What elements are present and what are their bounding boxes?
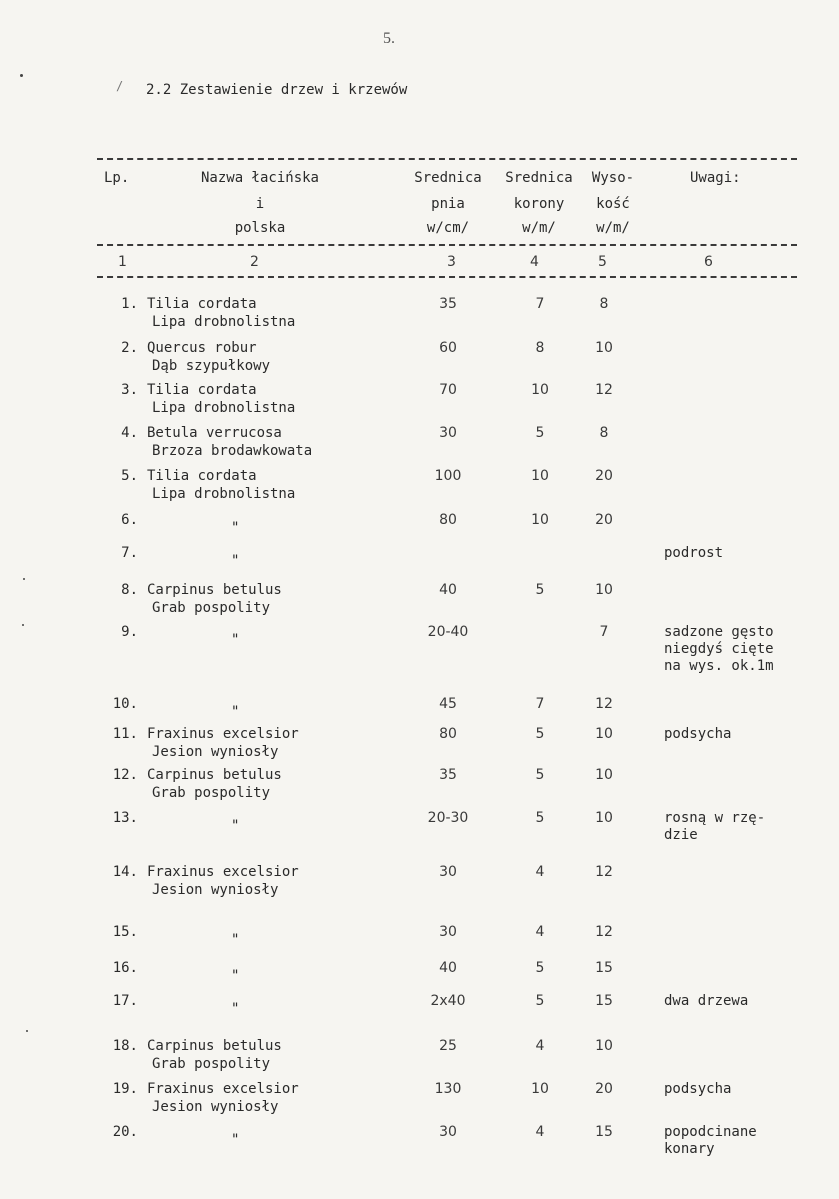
row-lp: 13. [112,810,138,826]
colnum-5: 5 [598,254,607,270]
row-name-latin: Betula verrucosa [147,425,282,441]
row-trunk: 30 [439,425,457,441]
row-trunk: 80 [439,512,457,528]
ditto-mark: " [231,932,240,948]
row-trunk: 70 [439,382,457,398]
row-lp: 8. [121,582,138,598]
colnum-4: 4 [530,254,539,270]
row-trunk: 80 [439,726,457,742]
row-height: 10 [595,767,613,783]
scan-speck [26,1030,28,1032]
row-crown: 4 [535,864,545,880]
row-lp: 4. [121,425,138,441]
row-crown: 5 [535,810,545,826]
row-crown: 4 [535,1124,545,1140]
row-name-latin: Carpinus betulus [147,582,282,598]
row-crown: 5 [535,767,545,783]
margin-mark: / [116,79,124,93]
row-lp: 17. [112,993,138,1009]
row-lp: 19. [112,1081,138,1097]
row-name-polish: Brzoza brodawkowata [152,443,313,459]
row-height: 12 [595,696,613,712]
row-crown: 7 [535,296,545,312]
row-name-polish: Jesion wyniosły [152,1099,279,1115]
row-height: 8 [599,425,609,441]
colnum-2: 2 [250,254,259,270]
row-note: podsycha [664,726,732,742]
row-crown: 10 [531,512,549,528]
row-trunk: 20-40 [427,624,469,640]
row-trunk: 30 [439,924,457,940]
header-name-line2: i [255,196,265,212]
row-name-latin: Carpinus betulus [147,1038,282,1054]
row-crown: 5 [535,960,545,976]
header-crown-line1: Srednica [505,170,573,186]
header-notes: Uwagi: [690,170,741,186]
row-height: 20 [595,468,613,484]
colnum-6: 6 [704,254,713,270]
row-note: podrost [664,545,724,561]
row-trunk: 60 [439,340,457,356]
row-lp: 6. [121,512,138,528]
row-height: 10 [595,340,613,356]
row-name-polish: Grab pospolity [152,600,271,616]
header-crown-line2: korony [513,196,565,212]
row-crown: 5 [535,425,545,441]
row-trunk: 35 [439,767,457,783]
ditto-mark: " [231,553,240,569]
ditto-mark: " [231,520,240,536]
rule-numbers-bottom [97,276,797,278]
row-crown: 5 [535,582,545,598]
row-name-latin: Fraxinus excelsior [147,1081,299,1097]
row-note: rosną w rzę- [664,810,766,826]
row-height: 15 [595,993,613,1009]
header-trunk-line1: Srednica [414,170,482,186]
row-lp: 16. [112,960,138,976]
row-height: 7 [599,624,609,640]
row-crown: 5 [535,726,545,742]
row-crown: 10 [531,1081,549,1097]
row-name-polish: Grab pospolity [152,785,271,801]
row-lp: 1. [121,296,138,312]
row-trunk: 40 [439,960,457,976]
row-name-polish: Jesion wyniosły [152,882,279,898]
colnum-1: 1 [118,254,127,270]
row-note: konary [664,1141,715,1157]
row-note: dzie [664,827,698,843]
row-trunk: 35 [439,296,457,312]
header-trunk-line2: pnia [431,196,465,212]
ditto-mark: " [231,818,240,834]
scan-speck [20,74,23,77]
row-crown: 5 [535,993,545,1009]
header-name-line1: Nazwa łacińska [200,170,319,186]
header-height-line3: w/m/ [596,220,630,236]
colnum-3: 3 [447,254,456,270]
row-trunk: 2x40 [430,993,466,1009]
row-lp: 10. [112,696,138,712]
row-height: 8 [599,296,609,312]
scan-speck [23,578,25,580]
row-name-latin: Tilia cordata [147,468,257,484]
row-name-latin: Fraxinus excelsior [147,726,299,742]
row-lp: 15. [112,924,138,940]
header-trunk-line3: w/cm/ [426,220,470,236]
rule-top [97,158,797,160]
row-note: podsycha [664,1081,732,1097]
row-crown: 10 [531,468,549,484]
row-name-polish: Lipa drobnolistna [152,400,296,416]
row-height: 20 [595,1081,613,1097]
header-lp: Lp. [104,170,130,186]
row-lp: 14. [112,864,138,880]
row-height: 12 [595,864,613,880]
row-name-polish: Lipa drobnolistna [152,486,296,502]
row-name-polish: Jesion wyniosły [152,744,279,760]
row-trunk: 30 [439,1124,457,1140]
row-note: na wys. ok.1m [664,658,774,674]
row-height: 12 [595,382,613,398]
row-trunk: 45 [439,696,457,712]
ditto-mark: " [231,704,240,720]
row-height: 10 [595,726,613,742]
row-lp: 7. [121,545,138,561]
row-height: 15 [595,960,613,976]
row-crown: 4 [535,924,545,940]
header-height-line1: Wyso- [591,170,635,186]
ditto-mark: " [231,1001,240,1017]
row-name-polish: Dąb szypułkowy [152,358,271,374]
row-height: 10 [595,1038,613,1054]
row-height: 12 [595,924,613,940]
row-trunk: 25 [439,1038,457,1054]
row-name-polish: Grab pospolity [152,1056,271,1072]
header-name-line3: polska [234,220,286,236]
row-crown: 4 [535,1038,545,1054]
row-height: 10 [595,582,613,598]
row-height: 15 [595,1124,613,1140]
row-note: popodcinane [664,1124,757,1140]
row-crown: 10 [531,382,549,398]
row-name-latin: Tilia cordata [147,296,257,312]
row-crown: 8 [535,340,545,356]
row-height: 10 [595,810,613,826]
ditto-mark: " [231,632,240,648]
row-trunk: 20-30 [427,810,469,826]
row-note: niegdyś cięte [664,641,774,657]
row-name-latin: Tilia cordata [147,382,257,398]
scan-speck [22,624,24,626]
row-lp: 12. [112,767,138,783]
ditto-mark: " [231,1132,240,1148]
header-height-line2: kość [596,196,630,212]
row-name-latin: Carpinus betulus [147,767,282,783]
row-trunk: 130 [434,1081,462,1097]
row-trunk: 30 [439,864,457,880]
row-lp: 2. [121,340,138,356]
row-name-polish: Lipa drobnolistna [152,314,296,330]
ditto-mark: " [231,968,240,984]
row-height: 20 [595,512,613,528]
row-lp: 11. [112,726,138,742]
page-number: 5. [383,30,395,47]
row-lp: 5. [121,468,138,484]
header-crown-line3: w/m/ [522,220,556,236]
row-lp: 3. [121,382,138,398]
row-trunk: 40 [439,582,457,598]
rule-header-bottom [97,244,797,246]
row-trunk: 100 [434,468,462,484]
row-note: dwa drzewa [664,993,749,1009]
row-lp: 20. [112,1124,138,1140]
row-crown: 7 [535,696,545,712]
section-title: 2.2 Zestawienie drzew i krzewów [146,82,408,98]
row-lp: 18. [112,1038,138,1054]
row-name-latin: Fraxinus excelsior [147,864,299,880]
row-lp: 9. [121,624,138,640]
row-name-latin: Quercus robur [147,340,257,356]
row-note: sadzone gęsto [664,624,774,640]
